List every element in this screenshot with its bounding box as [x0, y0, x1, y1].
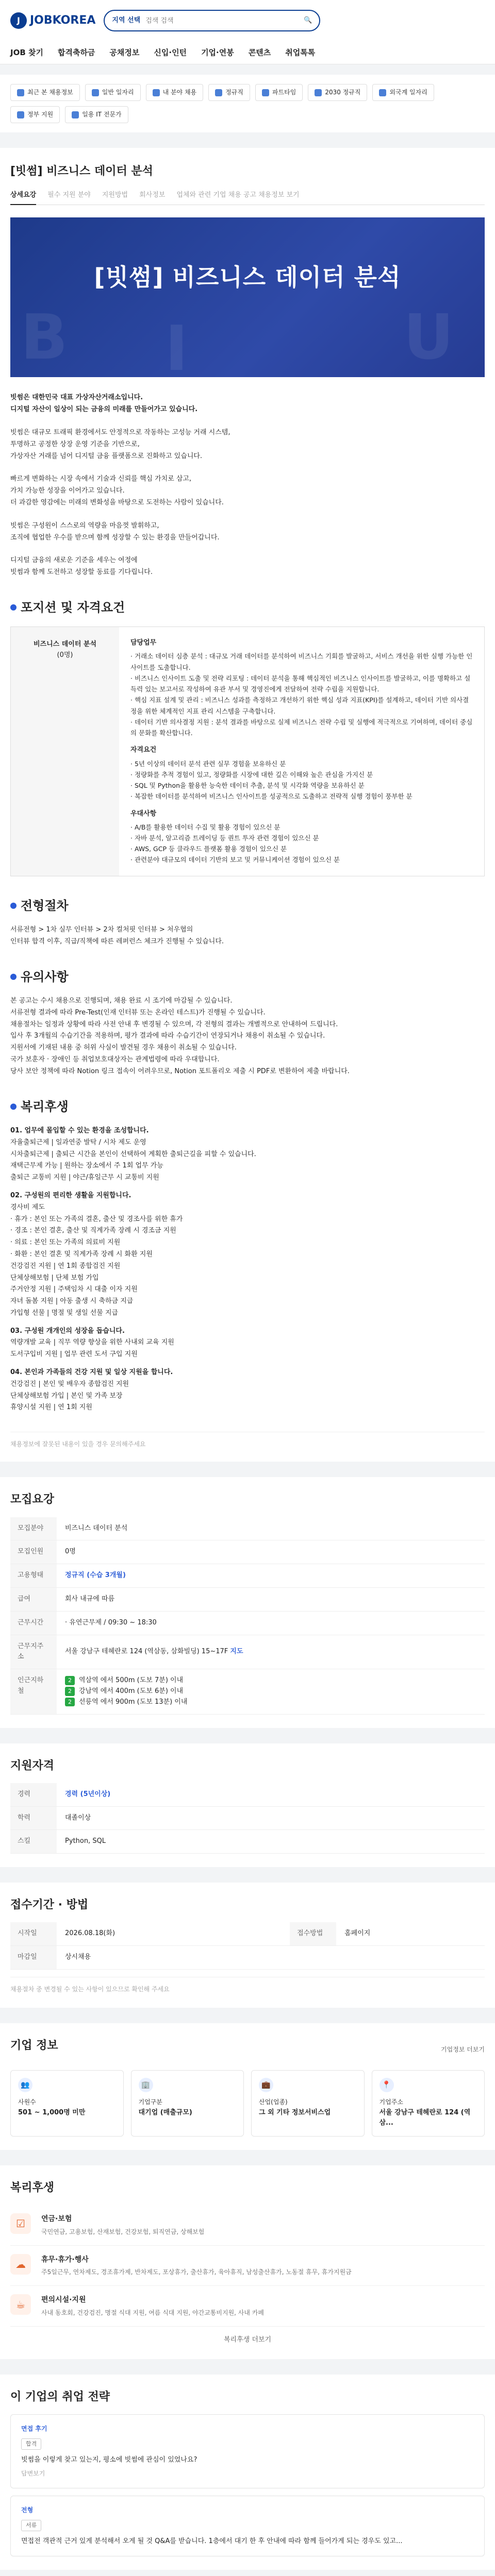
review-section: 이 기업의 취업 전략 면접 후기 합격 빗썸을 이렇게 찾고 있는지, 평소에 빗썸에 관심이 있었나요? 답변보기 전형 서류 면접전 객관적 근거 있게 분석해서 오게 될 것 Q&A를 받습니다. 1층에서 대기 한 후 안내에 따라 함께 들어가게 되는 경우도 있고... [0, 2375, 495, 2570]
category-chip[interactable]: 최근 본 채용정보 [10, 84, 80, 101]
summary-table: 모집분야 비즈니스 데이터 분석 모집인원 0명 고용형태 정규직 (수습 3개월) 급여 회사 내규에 따름 근무시간 · 유연근무제 / 09:30 ~ 18:30 근무지주소 서울 강남구 테헤란로 124 (역삼동, 삼화빌딩) 15~17F 지도 인근지하철 2 역삼역 에서 500m (도보 7분) 이내 2 강남역 에서 400m (도보 6분) 이내 2 선릉역 에서 900m (도보 13분) 이내 [10, 1517, 485, 1715]
company-intro: 빗썸은 대한민국 대표 가상자산거래소입니다. 디지털 자산이 일상이 되는 금융의 미래를 만들어가고 있습니다. 빗썸은 대규모 트래픽 환경에서도 안정적으로 작동하는 고성능 거래 시스템, 투명하고 공정한 상장 운영 기준을 기반으로, 가상자산 거래를 넘어 디지털 금융 플랫폼으로 진화하고 있습니다. 빠르게 변화하는 시장 속에서 기술과 신뢰를 핵심 가치로 삼고, 가치 가능한 성장을 이어가고 있습니다. 더 과감한 영감에는 미래의 변화성을 바탕으로 도전하는 사람이 있습니다. 빗썸은 구성원이 스스로의 역량을 마음껏 발휘하고, 조직에 협업한 우수를 받으며 함께 성장할 수 있는 환경을 만들어갑니다. 디지털 금융의 새로운 기준을 세우는 여정에 빗썸과 함께 도전하고 성장할 동료를 기다립니다. [10, 394, 230, 577]
company-more-link[interactable]: 기업정보 더보기 [441, 2046, 485, 2054]
section-heading: 복리후생 [10, 1097, 485, 1116]
detail-tabs [10, 190, 485, 206]
main-nav [0, 41, 495, 64]
bullet-icon [10, 903, 16, 909]
tab-related[interactable]: 업체와 관련 기업 채용 공고 채용정보 보기 [176, 191, 300, 199]
page-title: [빗썸] 비즈니스 데이터 분석 [10, 165, 153, 178]
category-chip[interactable]: 2030 정규직 [308, 84, 367, 101]
building-icon: 🏢 [139, 2078, 153, 2092]
review-card[interactable]: 전형 서류 면접전 객관적 근거 있게 분석해서 오게 될 것 Q&A를 받습니다. 1층에서 대기 한 후 안내에 따라 함께 들어가게 되는 경우도 있고... [10, 2496, 485, 2557]
banner-title: [빗썸] 비즈니스 데이터 분석 [94, 263, 401, 292]
category-chip[interactable]: 일반 일자리 [85, 84, 141, 101]
company-section: 기업 정보 기업정보 더보기 👥 사원수 501 ~ 1,000명 미만 🏢 기업구분 대기업 (매출규모) 💼 산업(업종) 그 외 기타 정보서비스업 📍 기업주소 서울 강남구 테헤란로 124 (역삼... [0, 2023, 495, 2150]
site-logo[interactable]: J JOBKOREA [10, 11, 95, 29]
shield-icon: ☑ [10, 2213, 31, 2234]
location-select[interactable]: 지역 선택 [112, 16, 141, 24]
period-table: 시작일 2026.08.18(화) 접수방법 홈페이지 마감일 상시채용 [10, 1922, 485, 1970]
people-icon: 👥 [18, 2078, 32, 2092]
nav-public[interactable]: 공채정보 [109, 48, 140, 57]
banner-decoration: B [21, 302, 68, 374]
bullet-icon [10, 974, 16, 980]
category-chip[interactable]: 파트타임 [255, 84, 303, 101]
nav-intern[interactable]: 신입·인턴 [154, 48, 187, 57]
company-card: 👥 사원수 501 ~ 1,000명 미만 [10, 2070, 124, 2137]
report-note[interactable]: 채용정보에 잘못된 내용이 있을 경우 문의해주세요 [10, 1432, 485, 1449]
benefits-section: 복리후생 ☑ 연금·보험 국민연금, 고용보험, 산재보험, 건강보험, 퇴직연금, 상해보험 ☁ 휴무·휴가·행사 주5일근무, 연차제도, 경조휴가제, 반차제도, 포상휴가, 출산휴가, 육아휴직, 남성출산휴가, 노동절 휴무, 휴가지원금 ☕ 편의시설·지원 사내 동호회, 건강검진, 명절 식대 지원, 여름 식대 지원, 야간교통비지원, 사내 카페 복리후생 더보기 [0, 2165, 495, 2359]
search-input[interactable] [145, 17, 299, 25]
process-text: 서류전형 > 1차 실무 인터뷰 > 2차 컬처핏 인터뷰 > 처우협의 인터뷰 합격 이후, 직급/직책에 따른 레퍼런스 체크가 진행될 수 있습니다. [10, 925, 224, 945]
subway-line-badge: 2 [65, 1698, 75, 1707]
site-header [0, 0, 495, 64]
welfare-text: 01. 업무에 몰입할 수 있는 환경을 조성합니다. 자율출퇴근제 | 일과연중 발탁 / 시차 제도 운영 시차출퇴근제 | 출퇴근 시간을 본인이 선택하여 계획한 출퇴근길을 피할 수 있습니다. 재택근무제 가능 | 원하는 장소에서 주 1회 업무 가능 출퇴근 교통비 지원 | 야근/휴일근무 시 교통비 지원 02. 구성원의 편리한 생활을 지원합니다. 경사비 제도 · 휴가 : 본인 또는 가족의 결혼, 출산 및 경조사를 위한 휴가 · 경조 : 본인 결혼, 출산 및 직계가족 장례 시 경조금 지원 · 의료 : 본인 또는 가족의 의료비 지원 · 화환 : 본인 결혼 및 직계가족 장례 시 화환 지원 건강검진 지원 | 연 1회 종합검진 지원 단체상해보험 | 단체 보험 가입 주거안정 지원 | 주택임차 시 대출 이자 지원 자녀 돌봄 지원 | 아동 출생 시 축하금 지급 가입형 선물 | 명절 및 생일 선물 지급 03. 구성원 개개인의 성장을 돕습니다. 역량개발 교육 | 직무 역량 향상을 위한 사내외 교육 지원 도서구입비 지원 | 업무 관련 도서 구입 지원 04. 본인과 가족들의 건강 지원 및 일상 지원을 합니다. 건강검진 | 본인 및 배우자 종합검진 지원 단체상해보험 가입 | 본인 및 가족 보장 휴양시설 지원 | 연 1회 지원 [10, 1126, 256, 1412]
answer-link[interactable]: 답변보기 [21, 2469, 45, 2477]
section-heading: 유의사항 [10, 967, 485, 987]
notice-text: 본 공고는 수시 채용으로 진행되며, 채용 완료 시 조기에 마감될 수 있습니다. 서류전형 결과에 따라 Pre-Test(인재 인터뷰 또는 온라인 테스트)가 진행될 수 있습니다. 채용절차는 일정과 상황에 따라 사전 안내 후 변경될 수 있으며, 각 전형의 결과는 개별적으로 안내하여 드립니다. 입사 후 3개월의 수습기간을 적용하며, 평가 결과에 따라 수습기간이 연장되거나 채용이 취소될 수 있습니다. 지원서에 기재된 내용 중 허위 사실이 발견될 경우 채용이 취소될 수 있습니다. 국가 보훈자 · 장애인 등 취업보호대상자는 관계법령에 따라 우대합니다. 당사 보안 정책에 따라 Notion 링크 접속이 어려우므로, Notion 포트폴리오 제출 시 PDF로 변환하여 제출 바랍니다. [10, 996, 350, 1075]
bullet-icon [10, 604, 16, 611]
subway-line-badge: 2 [65, 1687, 75, 1696]
nav-talk[interactable]: 취업톡톡 [285, 48, 316, 57]
section-heading: 포지션 및 자격요건 [10, 598, 485, 617]
briefcase-icon: 💼 [259, 2078, 273, 2092]
category-bar [0, 75, 495, 132]
category-chip[interactable]: 정규직 [208, 84, 250, 101]
period-note: 채용절차 중 변경될 수 있는 사항이 있으므로 확인해 주세요 [10, 1977, 485, 1994]
category-chip[interactable]: 내 분야 채용 [146, 84, 204, 101]
tab-detail[interactable]: 상세요강 [10, 190, 36, 206]
nav-content[interactable]: 콘텐츠 [248, 48, 271, 57]
benefits-more-button[interactable]: 복리후생 더보기 [223, 2336, 272, 2344]
company-card: 💼 산업(업종) 그 외 기타 정보서비스업 [251, 2070, 365, 2137]
qualification-section: 지원자격 경력 경력 (5년이상) 학력 대졸이상 스킬 Python, SQL [0, 1743, 495, 1868]
category-chip[interactable]: 정부 지원 [10, 106, 60, 123]
calendar-icon: ☁ [10, 2254, 31, 2275]
job-banner [10, 217, 485, 377]
job-detail [0, 148, 495, 1462]
banner-decoration: I [165, 313, 188, 378]
banner-decoration: U [403, 302, 454, 374]
company-card: 🏢 기업구분 대기업 (매출규모) [131, 2070, 244, 2137]
benefit-item: ☕ 편의시설·지원 사내 동호회, 건강검진, 명절 식대 지원, 여름 식대 지원, 야간교통비지원, 사내 카페 [10, 2286, 485, 2327]
bullet-icon [10, 1104, 16, 1110]
review-card[interactable]: 면접 후기 합격 빗썸을 이렇게 찾고 있는지, 평소에 빗썸에 관심이 있었나요? 답변보기 [10, 2414, 485, 2488]
benefit-item: ☁ 휴무·휴가·행사 주5일근무, 연차제도, 경조휴가제, 반차제도, 포상휴가, 출산휴가, 육아휴직, 남성출산휴가, 노동절 휴무, 휴가지원금 [10, 2246, 485, 2286]
benefit-item: ☑ 연금·보험 국민연금, 고용보험, 산재보험, 건강보험, 퇴직연금, 상해보험 [10, 2205, 485, 2246]
company-card: 📍 기업주소 서울 강남구 테헤란로 124 (역삼... [372, 2070, 485, 2137]
company-cards [10, 2070, 485, 2137]
category-chip[interactable]: 일용 IT 전문가 [65, 106, 128, 123]
category-chip[interactable]: 외국계 일자리 [372, 84, 434, 101]
search-icon[interactable]: 🔍 [304, 16, 312, 24]
subway-line-badge: 2 [65, 1676, 75, 1685]
period-section: 접수기간 · 방법 시작일 2026.08.18(화) 접수방법 홈페이지 마감일 상시채용 채용절차 중 변경될 수 있는 사항이 있으므로 확인해 주세요 [0, 1883, 495, 2008]
nav-company[interactable]: 기업·연봉 [201, 48, 234, 57]
tab-method[interactable]: 지원방법 [102, 191, 128, 199]
qualification-summary-table: 경력 경력 (5년이상) 학력 대졸이상 스킬 Python, SQL [10, 1783, 485, 1854]
map-link[interactable]: 지도 [230, 1648, 243, 1656]
search-bar[interactable] [104, 10, 320, 31]
summary-section: 모집요강 모집분야 비즈니스 데이터 분석 모집인원 0명 고용형태 정규직 (수습 3개월) 급여 회사 내규에 따름 근무시간 · 유연근무제 / 09:30 ~ 18:30 근무지주소 서울 강남구 테헤란로 124 (역삼동, 삼화빌딩) 15~17F 지도 인근지하철 2 역삼역 에서 500m (도보 7분) 이내 2 강남역 에서 400m (도보 6분) 이내 2 선릉역 에서 900m (도보 13분) 이내 [0, 1477, 495, 1727]
nav-job-search[interactable]: JOB 찾기 [10, 48, 43, 57]
logo-icon: J [10, 12, 27, 29]
tab-apply-field[interactable]: 필수 지원 분야 [47, 191, 91, 199]
qualification-table: 비즈니스 데이터 분석 (0명) 담당업무 · 거래소 데이터 심층 분석 : 대규모 거래 데이터를 분석하여 비즈니스 기회를 발굴하고, 서비스 개선을 위한 실행 가능한 인사이트를 도출합니다. · 비즈니스 인사이트 도출 및 전략 리포팅 : 데이터 분석을 통해 핵심적인 비즈니스 인사이트를 발굴하고, 이를 명확하고 설득력 있는 보고서로 작성하여 유관 부서 및 경영진에게 전달하여 전략 수립을 지원합니다. · 핵심 지표 설계 및 관리 : 비즈니스 성과를 측정하고 개선하기 위한 핵심 성과 지표(KPI)를 설계하고, 데이터 기반 의사결정을 위한 체계적인 지표 관리 시스템을 구축합니다. · 데이터 기반 의사결정 지원 : 분석 결과를 바탕으로 실제 비즈니스 전략 수립 및 실행에 적극적으로 기여하며, 데이터 중심의 문화를 확산합니다. 자격요건 · 5년 이상의 데이터 분석 관련 실무 경험을 보유하신 분 · 정량화를 추적 경험이 있고, 정량화를 시장에 대한 깊은 이해와 높은 관심을 가지신 분 · SQL 및 Python을 활용한 능숙한 데이터 추출, 분석 및 시각화 역량을 보유하신 분 · 복잡한 데이터를 분석하여 비즈니스 인사이트를 성공적으로 도출하고 전략적 실행 경험이 풍부한 분 우대사항 · A/B를 활용한 데이터 수집 및 활용 경험이 있으신 분 · 자바 분석, 알고리즘 트레이딩 등 퀀트 투자 관련 경험이 있으신 분 · AWS, GCP 등 클라우드 플랫폼 활용 경험이 있으신 분 · 관련분야 대규모의 데이터 기반의 보고 및 커뮤니케이션 경험이 있으신 분 [10, 626, 485, 876]
section-heading: 전형절차 [10, 896, 485, 916]
coffee-icon: ☕ [10, 2294, 31, 2315]
tab-company[interactable]: 회사정보 [139, 191, 166, 199]
nav-bonus[interactable]: 합격축하금 [57, 48, 95, 57]
location-icon: 📍 [380, 2078, 394, 2092]
